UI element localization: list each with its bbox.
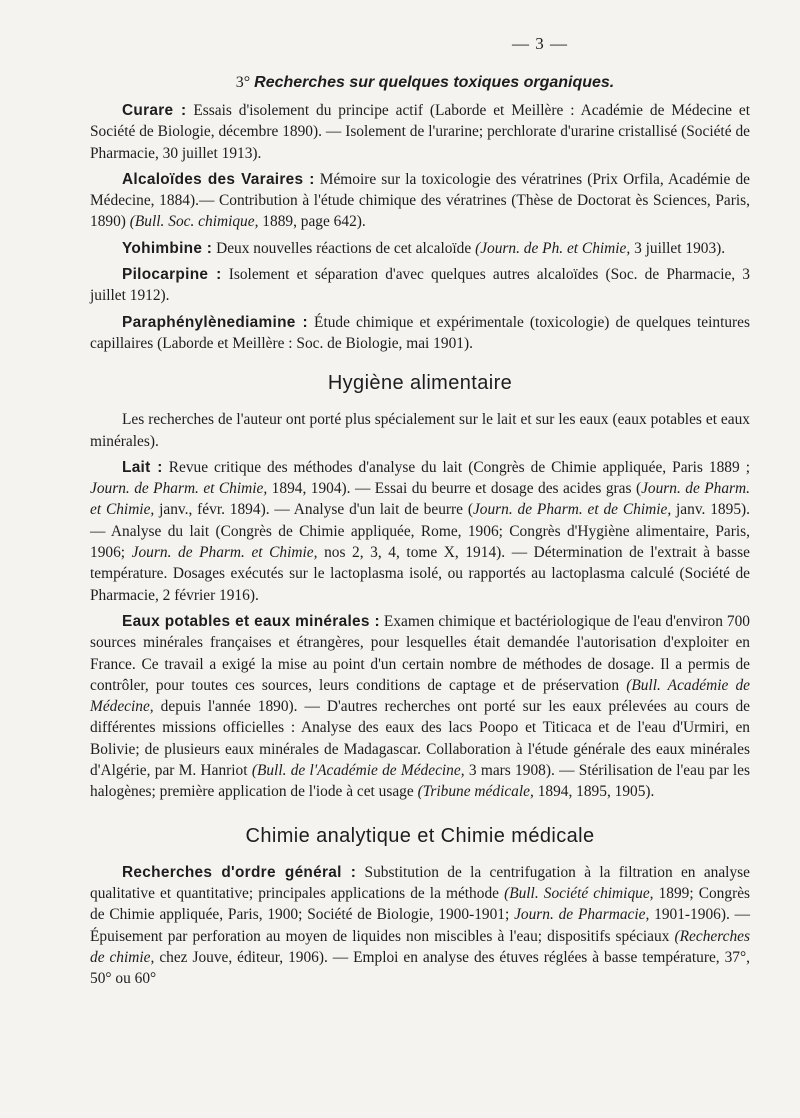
lead-lait: Lait :	[122, 458, 163, 476]
paragraph-eaux: Eaux potables et eaux minérales : Examen chimique et bactériologique de l'eau d'environ 700 sources minérales françaises et étrangères, pour lesquelles était demandée l'autorisation d'exploiter en France. Ce travail a exigé la mise au point d'un certain nombre de méthodes de dosage. Il a permis de contrôler, pour toutes ces sources, leurs conditions de captage et de préservation (Bull. Académie de Médecine, depuis l'année 1890). — D'autres recherches ont porté sur les eaux prélevées au cours de différentes missions officielles : Analyse des eaux des lacs Poopo et Titicaca et de l'eau d'Urmiri, en Bolivie; de plusieurs eaux minérales de Madagascar. Collaboration à l'étude générale des eaux minérales d'Algérie, par M. Hanriot (Bull. de l'Académie de Médecine, 3 mars 1908). — Stérilisation de l'eau par les halogènes; première application de l'iode à cet usage (Tribune médicale, 1894, 1895, 1905).	[90, 612, 750, 801]
lead-curare: Curare :	[122, 102, 187, 119]
section-title-hygiene: Hygiène alimentaire	[327, 372, 513, 395]
page-number: — 3 —	[512, 34, 568, 53]
lead-yohimbine: Yohimbine :	[122, 239, 213, 257]
paragraph-alcaloides: Alcaloïdes des Varaires : Mémoire sur la toxicologie des vératrines (Prix Orfila, Académie de Médecine, 1884).— Contribution à l'étude chimique des vératrines (Thèse de Doctorat ès Sciences, Paris, 1890) (Bull. Soc. chimique, 1889, page 642).	[90, 170, 750, 231]
section-title-chimie: Chimie analytique et Chimie médicale	[245, 824, 595, 847]
lead-eaux: Eaux potables et eaux minérales :	[122, 612, 380, 630]
subsection-heading	[90, 74, 750, 92]
subsection-number: 3°	[235, 74, 251, 91]
paragraph-hygiene-intro: Les recherches de l'auteur ont porté plus spécialement sur le lait et sur les eaux (eaux potables et eaux minérales).	[90, 411, 750, 450]
paragraph-yohimbine: Yohimbine : Deux nouvelles réactions de cet alcaloïde (Journ. de Ph. et Chimie, 3 juillet 1903).	[122, 239, 726, 257]
paragraph-recherches-generales: Recherches d'ordre général : Substitution de la centrifugation à la filtration en analyse qualitative et quantitative; principales applications de la méthode (Bull. Société chimique, 1899; Congrès de Chimie appliquée, Paris, 1900; Société de Biologie, 1900-1901; Journ. de Pharmacie, 1901-1906). — Épuisement par perforation au moyen de liquides non miscibles à l'eau; dispositifs spéciaux (Recherches de chimie, chez Jouve, éditeur, 1906). — Emploi en analyse des étuves réglées à basse température, 37°, 50° ou 60°	[90, 863, 751, 988]
paragraph-paraphenylenediamine: Paraphénylènediamine : Étude chimique et expérimentale (toxicologie) de quelques teintures capillaires (Laborde et Meillère : Soc. de Biologie, mai 1901).	[90, 313, 750, 352]
lead-pilocarpine: Pilocarpine :	[122, 266, 222, 284]
paragraph-lait: Lait : Revue critique des méthodes d'analyse du lait (Congrès de Chimie appliquée, Paris 1889 ; Journ. de Pharm. et Chimie, 1894, 1904). — Essai du beurre et dosage des acides gras (Journ. de Pharm. et Chimie, janv., févr. 1894). — Analyse d'un lait de beurre (Journ. de Pharm. et de Chimie, janv. 1895). — Analyse du lait (Congrès de Chimie appliquée, Rome, 1906; Congrès d'Hygiène alimentaire, Paris, 1906; Journ. de Pharm. et Chimie, nos 2, 3, 4, tome X, 1914). — Détermination de l'extrait à basse température. Dosages exécutés sur le lactoplasma isolé, ou rapportés au lactoplasma calculé (Société de Pharmacie, 2 février 1916).	[90, 458, 750, 604]
paragraph-pilocarpine: Pilocarpine : Isolement et séparation d'avec quelques autres alcaloïdes (Soc. de Pharmacie, 3 juillet 1912).	[90, 266, 750, 305]
lead-alcaloides: Alcaloïdes des Varaires :	[122, 170, 315, 188]
subsection-title: Recherches sur quelques toxiques organiques.	[254, 74, 615, 91]
lead-paraphenylenediamine: Paraphénylènediamine :	[122, 313, 308, 331]
lead-recherches-generales: Recherches d'ordre général :	[122, 863, 357, 881]
paragraph-curare: Curare : Essais d'isolement du principe actif (Laborde et Meillère : Académie de Médecine et Société de Biologie, décembre 1890). — Isolement de l'urarine; perchlorate d'urarine cristallisé (Société de Pharmacie, 30 juillet 1913).	[90, 102, 750, 162]
